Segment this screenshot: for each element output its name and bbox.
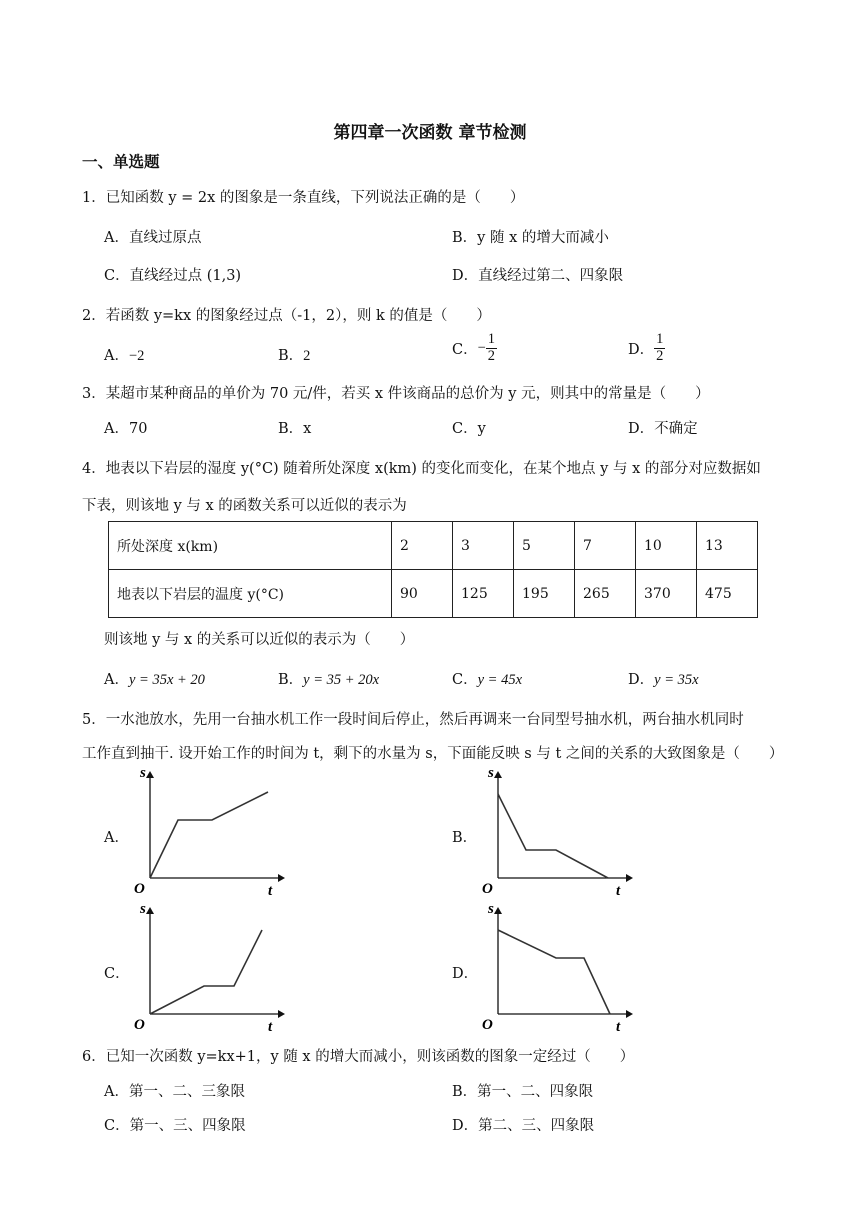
data-table [108, 521, 758, 618]
option-letter: A． [104, 1084, 129, 1100]
origin-label: O [482, 1017, 493, 1033]
q3-option-a[interactable] [104, 417, 147, 438]
q2-option-d[interactable] [628, 332, 665, 365]
option-text: 第一、三、四象限 [129, 1118, 246, 1134]
question-4-line2: 下表，则该地 y 与 x 的函数关系可以近似的表示为 [82, 498, 407, 514]
option-text: 直线经过点 (1,3) [129, 268, 242, 284]
graph-line [150, 792, 268, 878]
q1-option-c[interactable] [104, 264, 241, 285]
question-1 [82, 186, 524, 207]
q1-option-a[interactable] [104, 226, 201, 247]
q2-option-a[interactable] [104, 344, 144, 365]
option-letter: B． [452, 230, 478, 246]
option-letter: A． [104, 672, 129, 688]
y-axis-arrow [494, 771, 502, 778]
q1-option-d[interactable] [452, 264, 623, 285]
origin-label: O [482, 881, 493, 897]
question-text: 若函数 y=kx 的图象经过点（-1，2），则 k 的值是（ ） [105, 308, 491, 324]
question-2 [82, 304, 491, 325]
option-text: −2 [128, 348, 145, 364]
option-text: 直线过原点 [128, 230, 202, 246]
option-letter: D． [452, 268, 479, 284]
option-letter: D． [628, 672, 655, 688]
option-text: 第一、二、四象限 [477, 1084, 594, 1100]
option-letter: A． [104, 421, 129, 437]
option-letter: B． [278, 672, 304, 688]
y-axis-arrow [146, 771, 154, 778]
x-axis-label: t [268, 883, 273, 898]
numerator: 1 [656, 331, 664, 347]
table-cell: 7 [575, 522, 636, 570]
table-header-temperature: 地表以下岩层的温度 y(°C) [109, 570, 392, 618]
question-3 [82, 382, 710, 403]
question-text: 已知函数 y = 2x 的图象是一条直线，下列说法正确的是（ ） [105, 190, 525, 206]
table-cell: 3 [453, 522, 514, 570]
q6-option-c[interactable] [104, 1114, 246, 1135]
option-letter: A． [104, 230, 129, 246]
q1-option-b[interactable] [452, 226, 609, 247]
x-axis-arrow [626, 874, 633, 882]
origin-label: O [134, 881, 145, 897]
x-axis-label: t [268, 1019, 273, 1034]
q4-option-c[interactable] [452, 668, 522, 689]
graph-option-c[interactable] [128, 902, 288, 1034]
table-cell: 265 [575, 570, 636, 618]
option-text: y [477, 421, 486, 437]
graph-line [498, 794, 608, 878]
x-axis-arrow [626, 1010, 633, 1018]
question-number: 2． [82, 308, 106, 324]
option-text: 直线经过第二、四象限 [478, 268, 624, 284]
table-cell: 475 [697, 570, 758, 618]
minus-sign: − [477, 339, 486, 356]
x-axis-label: t [616, 1019, 621, 1034]
graph-line [150, 930, 262, 1014]
graph-option-b[interactable] [476, 766, 636, 898]
table-cell: 90 [392, 570, 453, 618]
option-text: y = 45x [477, 672, 523, 688]
numerator: 1 [487, 331, 496, 347]
q2-option-c[interactable] [452, 332, 497, 365]
option-text: 第二、三、四象限 [478, 1118, 595, 1134]
question-number: 6． [82, 1049, 106, 1065]
table-cell: 195 [514, 570, 575, 618]
y-axis-arrow [494, 907, 502, 914]
fraction [654, 332, 665, 365]
option-letter: C． [452, 341, 478, 358]
table-row [109, 522, 758, 570]
q3-option-b[interactable] [278, 417, 311, 438]
question-number: 5． [82, 712, 106, 728]
graph-option-a[interactable] [128, 766, 288, 898]
option-letter: B． [278, 348, 304, 364]
option-text: 70 [128, 421, 148, 437]
option-text: x [303, 421, 312, 437]
option-text: y = 35 + 20x [303, 672, 380, 688]
question-5 [82, 708, 744, 729]
table-cell: 5 [514, 522, 575, 570]
table-cell: 125 [453, 570, 514, 618]
section-heading: 一、单选题 [82, 153, 160, 171]
q3-option-c[interactable] [452, 417, 486, 438]
option-letter: B． [452, 1084, 478, 1100]
question-5-line2: 工作直到抽干. 设开始工作的时间为 t，剩下的水量为 s，下面能反映 s 与 t 之间的关系的大致图象是（ ） [82, 746, 784, 762]
option-text: 2 [303, 348, 311, 364]
table-row [109, 570, 758, 618]
y-axis-arrow [146, 907, 154, 914]
q5-option-b-label[interactable]: B． [452, 830, 478, 846]
q6-option-b[interactable] [452, 1080, 593, 1101]
page-title: 第四章一次函数 章节检测 [333, 123, 527, 143]
q6-option-d[interactable] [452, 1114, 594, 1135]
q5-option-c-label[interactable]: C． [104, 966, 130, 982]
y-axis-label: s [488, 902, 494, 917]
option-text: 第一、二、三象限 [128, 1084, 245, 1100]
table-cell: 13 [697, 522, 758, 570]
question-4 [82, 457, 761, 478]
question-6 [82, 1045, 634, 1066]
question-4-followup: 则该地 y 与 x 的关系可以近似的表示为（ ） [104, 632, 415, 648]
table-cell: 10 [636, 522, 697, 570]
option-text: 不确定 [654, 421, 698, 437]
option-text: y = 35x [654, 672, 699, 688]
question-number: 1． [82, 190, 106, 206]
option-letter: D． [628, 341, 655, 358]
option-letter: C． [452, 421, 478, 437]
q6-option-a[interactable] [104, 1080, 245, 1101]
denominator: 2 [487, 347, 496, 364]
option-text: y 随 x 的增大而减小 [477, 230, 609, 246]
table-cell: 370 [636, 570, 697, 618]
x-axis-arrow [278, 874, 285, 882]
question-text-line1: 一水池放水，先用一台抽水机工作一段时间后停止，然后再调来一台同型号抽水机，两台抽水机同时 [105, 712, 744, 728]
q5-option-a-label[interactable]: A． [104, 830, 129, 846]
question-text: 某超市某种商品的单价为 70 元/件，若买 x 件该商品的总价为 y 元，则其中的常量是（ ） [105, 386, 710, 402]
q3-option-d[interactable] [628, 417, 698, 438]
x-axis-label: t [616, 883, 621, 898]
q4-option-d[interactable] [628, 668, 699, 689]
option-text: y = 35x + 20 [128, 672, 205, 688]
option-letter: B． [278, 421, 304, 437]
question-text: 已知一次函数 y=kx+1，y 随 x 的增大而减小，则该函数的图象一定经过（ ） [105, 1049, 635, 1065]
option-letter: A． [104, 348, 129, 364]
option-letter: D． [628, 421, 655, 437]
q5-option-d-label[interactable]: D． [452, 966, 479, 982]
option-letter: C． [452, 672, 478, 688]
question-text-line1: 地表以下岩层的湿度 y(°C) 随着所处深度 x(km) 的变化而变化，在某个地点 y 与 x 的部分对应数据如 [105, 461, 761, 477]
table-header-depth: 所处深度 x(km) [109, 522, 392, 570]
question-number: 4． [82, 461, 106, 477]
graph-line [498, 930, 610, 1014]
q4-option-b[interactable] [278, 668, 379, 689]
option-letter: C． [104, 268, 130, 284]
q2-option-b[interactable] [278, 344, 310, 365]
x-axis-arrow [278, 1010, 285, 1018]
y-axis-label: s [488, 766, 494, 781]
origin-label: O [134, 1017, 145, 1033]
denominator: 2 [656, 347, 664, 364]
q4-option-a[interactable] [104, 668, 205, 689]
table-cell: 2 [392, 522, 453, 570]
option-letter: C． [104, 1118, 130, 1134]
graph-option-d[interactable] [476, 902, 636, 1034]
y-axis-label: s [140, 766, 146, 781]
y-axis-label: s [140, 902, 146, 917]
option-letter: D． [452, 1118, 479, 1134]
fraction [486, 332, 497, 365]
question-number: 3． [82, 386, 106, 402]
